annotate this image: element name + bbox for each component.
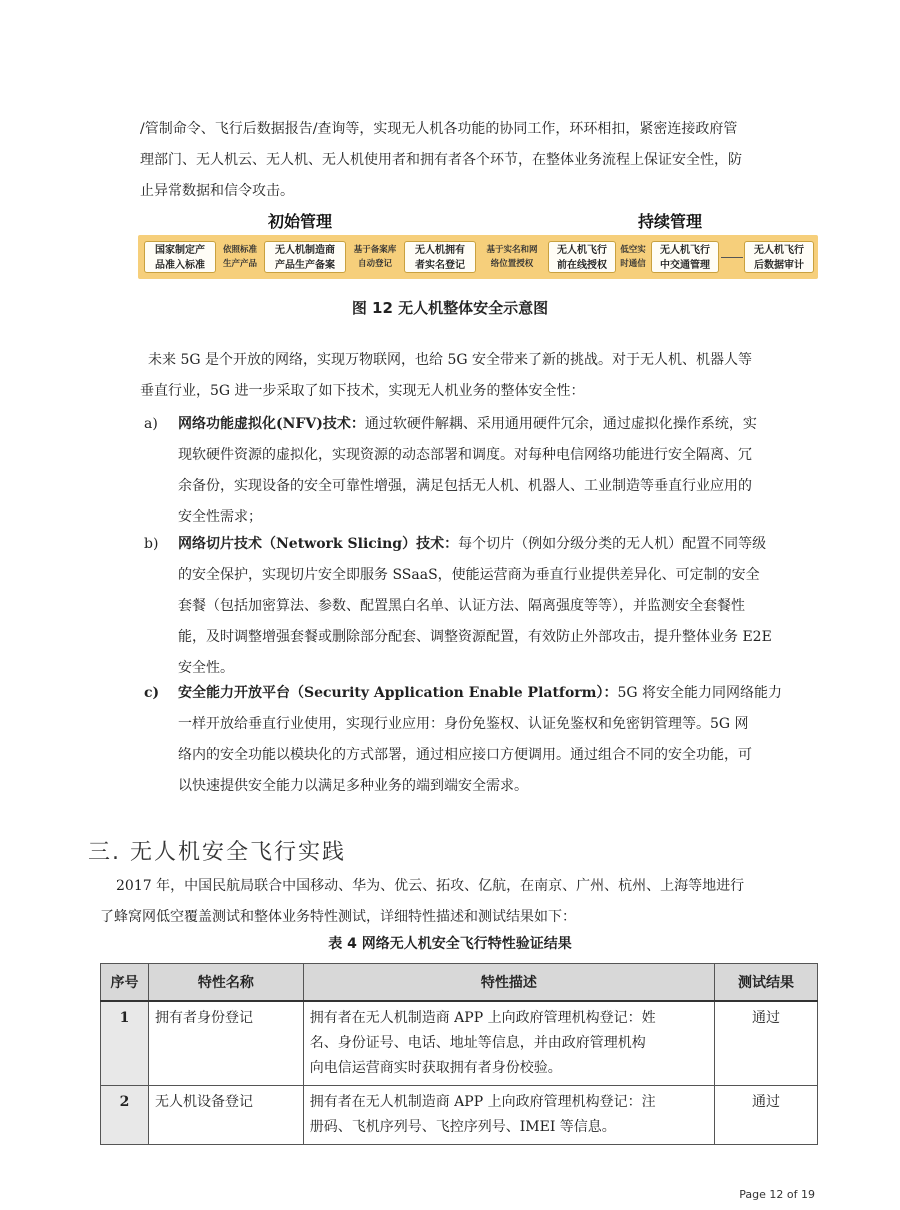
text-line: 以快速提供安全能力以满足多种业务的端到端安全需求。: [178, 778, 528, 794]
text-line: 理部门、无人机云、无人机、无人机使用者和拥有者各个环节，在整体业务流程上保证安全性，防: [140, 152, 742, 168]
body-paragraph: [140, 345, 823, 407]
text-line: 余备份，实现设备的安全可靠性增强，满足包括无人机、机器人、工业制造等垂直行业应用的: [178, 478, 752, 494]
diagram-left-title: 初始管理: [268, 212, 333, 231]
text-line: 止异常数据和信令攻击。: [140, 183, 294, 199]
table-row: [101, 1001, 818, 1086]
figure-caption: 图 12 无人机整体安全示意图: [351, 299, 549, 317]
diagram-link-line: [721, 257, 743, 258]
text-line: /管制命令、飞行后数据报告/查询等，实现无人机各功能的协同工作，环环相扣，紧密连接政府管: [140, 121, 738, 137]
list-marker: a): [144, 416, 158, 432]
list-marker: c): [144, 685, 160, 701]
item-title: 安全能力开放平台（Security Application Enable Platform）：: [178, 685, 618, 701]
table-row: [101, 1086, 818, 1145]
table-caption: 表 4 网络无人机安全飞行特性验证结果: [328, 936, 572, 952]
test-result: 通过: [715, 1086, 818, 1145]
diagram-box: 无人机拥有 者实名登记: [404, 241, 476, 273]
diagram-box: 无人机飞行 中交通管理: [651, 241, 719, 273]
item-title: 网络切片技术（Network Slicing）技术：: [178, 536, 459, 552]
diagram-connector: 低空实 时通信: [620, 245, 646, 269]
diagram-box: 无人机飞行 后数据审计: [744, 241, 814, 273]
diagram-connector: 基于备案库 自动登记: [353, 245, 397, 269]
results-table: [100, 963, 818, 1145]
list-marker: b): [144, 536, 159, 552]
item-text: 每个切片（例如分级分类的无人机）配置不同等级: [458, 536, 767, 552]
row-number: 2: [101, 1086, 149, 1145]
text-line: 络内的安全功能以模块化的方式部署，通过相应接口方便调用。通过组合不同的安全功能，可: [178, 747, 752, 763]
text-line: 的安全保护，实现切片安全即服务 SSaaS，使能运营商为垂直行业提供差异化、可定制的安全: [178, 567, 760, 583]
test-result: 通过: [715, 1001, 818, 1086]
feature-description: 拥有者在无人机制造商 APP 上向政府管理机构登记：姓 名、身份证号、电话、地址等信息，并由政府管理机构 向电信运营商实时获取拥有者身份校验。: [303, 1001, 714, 1086]
item-title: 网络功能虚拟化(NFV)技术：: [178, 416, 365, 432]
text-line: 现软硬件资源的虚拟化，实现资源的动态部署和调度。对每种电信网络功能进行安全隔离、冗: [178, 447, 752, 463]
column-header: 特性名称: [148, 964, 303, 1002]
page-number: Page 12 of 19: [739, 1188, 815, 1201]
item-text: 5G 将安全能力同网络能力: [617, 685, 783, 701]
practice-paragraph: [100, 871, 830, 933]
feature-name: 无人机设备登记: [148, 1086, 303, 1145]
diagram-connector: 依照标准 生产产品: [222, 245, 257, 269]
feature-name: 拥有者身份登记: [148, 1001, 303, 1086]
diagram-box: 无人机飞行 前在线授权: [548, 241, 616, 273]
item-text: 通过软硬件解耦、采用通用硬件冗余，通过虚拟化操作系统，实: [364, 416, 757, 432]
diagram-connector: 基于实名和网 络位置授权: [486, 245, 538, 269]
feature-description: 拥有者在无人机制造商 APP 上向政府管理机构登记：注 册码、飞机序列号、飞控序列号、IMEI 等信息。: [303, 1086, 714, 1145]
table-header-row: [101, 964, 818, 1002]
text-line: 2017 年，中国民航局联合中国移动、华为、优云、拓攻、亿航，在南京、广州、杭州、上海等地进行: [116, 878, 745, 894]
text-line: 未来 5G 是个开放的网络，实现万物联网，也给 5G 安全带来了新的挑战。对于无人机、机器人等: [148, 352, 752, 368]
text-line: 了蜂窝网低空覆盖测试和整体业务特性测试，详细特性描述和测试结果如下：: [100, 909, 576, 925]
diagram-right-title: 持续管理: [638, 212, 703, 231]
section-heading: 三. 无人机安全飞行实践: [88, 840, 346, 865]
security-diagram: [138, 205, 818, 285]
text-line: 安全性。: [178, 660, 234, 676]
column-header: 特性描述: [303, 964, 714, 1002]
text-line: 垂直行业，5G 进一步采取了如下技术，实现无人机业务的整体安全性：: [140, 383, 585, 399]
column-header: 测试结果: [715, 964, 818, 1002]
column-header: 序号: [101, 964, 149, 1002]
diagram-box: 国家制定产 品准入标准: [144, 241, 216, 273]
text-line: 能，及时调整增强套餐或删除部分配套、调整资源配置，有效防止外部攻击，提升整体业务 E2E: [178, 629, 772, 645]
text-line: 安全性需求；: [178, 509, 262, 525]
text-line: 套餐（包括加密算法、参数、配置黑白名单、认证方法、隔离强度等等），并监测安全套餐性: [178, 598, 745, 614]
text-line: 一样开放给垂直行业使用，实现行业应用：身份免鉴权、认证免鉴权和免密钥管理等。5G 网: [178, 716, 749, 732]
row-number: 1: [101, 1001, 149, 1086]
intro-paragraph: [140, 114, 815, 207]
diagram-box: 无人机制造商 产品生产备案: [264, 241, 346, 273]
